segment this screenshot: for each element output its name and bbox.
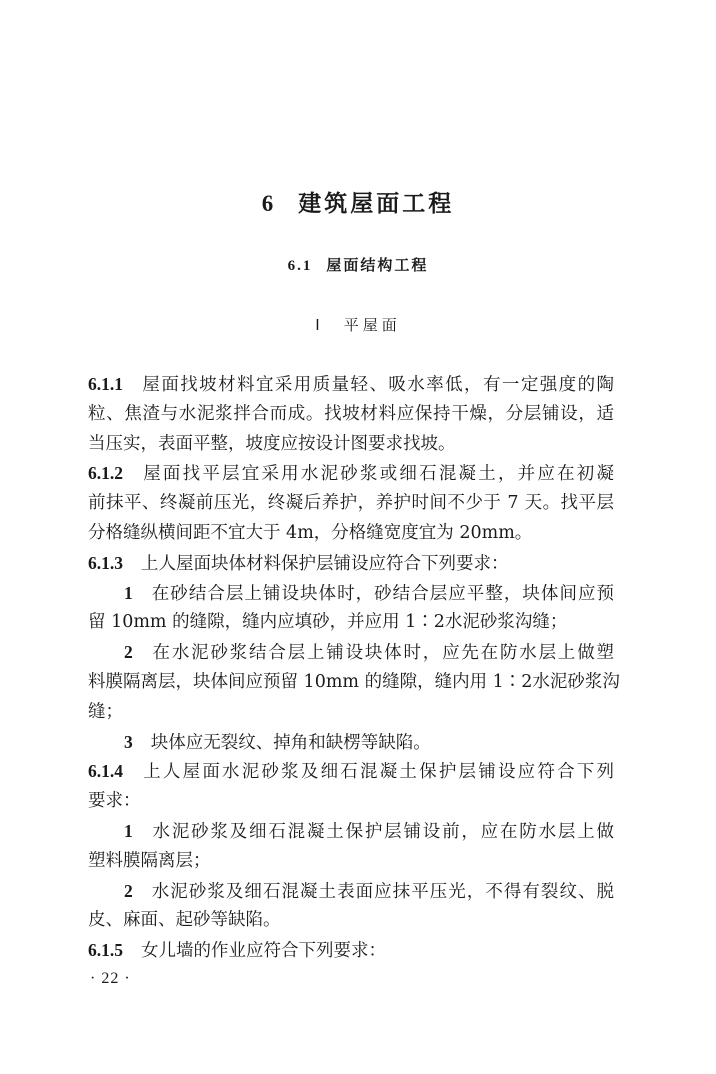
line-text: 上人屋面块体材料保护层铺设应符合下列要求：: [141, 553, 509, 574]
line-text: 粒、焦渣与水泥浆拌合而成。找坡材料应保持干燥，分层铺设，适: [88, 403, 614, 424]
text-line: [88, 608, 614, 638]
text-line: [88, 698, 614, 728]
item-number: 1: [124, 582, 133, 603]
text-line: [88, 668, 620, 698]
subsection-title: 平屋面: [343, 316, 401, 334]
chapter-title: 建筑屋面工程: [298, 191, 455, 217]
item-number: 2: [124, 880, 133, 901]
text-line: [88, 638, 614, 668]
text-line: [88, 728, 614, 758]
line-text: 分格缝纵横间距不宜大于 4m，分格缝宽度宜为 20mm。: [88, 522, 533, 543]
line-text: 塑料膜隔离层；: [88, 850, 211, 871]
section-number: 6.1: [287, 258, 313, 274]
line-text: 在水泥砂浆结合层上铺设块体时，应先在防水层上做塑: [150, 643, 614, 664]
text-line: [88, 787, 614, 817]
text-line: [88, 370, 614, 400]
text-line: [88, 519, 614, 549]
text-line: [88, 549, 614, 579]
line-text: 上人屋面水泥砂浆及细石混凝土保护层铺设应符合下列: [141, 762, 614, 783]
clause-number: 6.1.1: [88, 374, 123, 394]
line-text: 留 10mm 的缝隙，缝内应填砂，并应用 1∶2水泥砂浆沟缝；: [88, 612, 568, 633]
subsection-number: Ⅰ: [315, 318, 324, 334]
page-number: · 22 ·: [90, 970, 131, 987]
line-text: 水泥砂浆及细石混凝土保护层铺设前，应在防水层上做: [150, 821, 614, 842]
clause-number: 6.1.3: [88, 552, 123, 573]
section-heading: [0, 254, 716, 275]
chapter-heading: [0, 185, 716, 218]
chapter-number: 6: [261, 191, 277, 216]
text-line: [88, 847, 614, 877]
line-text: 前抹平、终凝前压光，终凝后养护，养护时间不少于 7 天。找平层: [88, 493, 614, 514]
line-text: 料膜隔离层，块体间应预留 10mm 的缝隙，缝内用 1∶2水泥砂浆沟: [88, 671, 620, 692]
item-number: 3: [124, 731, 133, 752]
line-text: 在砂结合层上铺设块体时，砂结合层应平整，块体间应预: [150, 583, 614, 604]
text-line: [88, 459, 614, 489]
line-text: 屋面找平层宜采用水泥砂浆或细石混凝土，并应在初凝: [141, 464, 614, 485]
line-text: 皮、麻面、起砂等缺陷。: [88, 910, 281, 931]
item-number: 1: [124, 820, 133, 841]
clause-number: 6.1.2: [88, 463, 123, 484]
clause-number: 6.1.4: [88, 761, 123, 782]
body-text: [88, 370, 620, 966]
line-text: 块体应无裂纹、掉角和缺楞等缺陷。: [150, 732, 431, 753]
line-text: 水泥砂浆及细石混凝土表面应抹平压光，不得有裂纹、脱: [150, 881, 614, 902]
text-line: [88, 936, 614, 966]
line-text: 要求：: [88, 791, 141, 812]
clause-number: 6.1.5: [88, 940, 123, 961]
item-number: 2: [124, 642, 133, 663]
text-line: [88, 430, 614, 460]
text-line: [88, 400, 614, 430]
text-line: [88, 489, 614, 519]
line-text: 屋面找坡材料宜采用质量轻、吸水率低，有一定强度的陶: [141, 375, 614, 395]
text-line: [88, 906, 614, 936]
text-line: [88, 757, 614, 787]
section-title: 屋面结构工程: [326, 256, 429, 274]
text-line: [88, 579, 614, 609]
line-text: 女儿墙的作业应符合下列要求：: [141, 941, 386, 962]
line-text: 当压实，表面平整，坡度应按设计图要求找坡。: [88, 433, 456, 454]
subsection-heading: [0, 314, 716, 335]
text-line: [88, 817, 614, 847]
text-line: [88, 877, 614, 907]
line-text: 缝；: [88, 701, 123, 722]
